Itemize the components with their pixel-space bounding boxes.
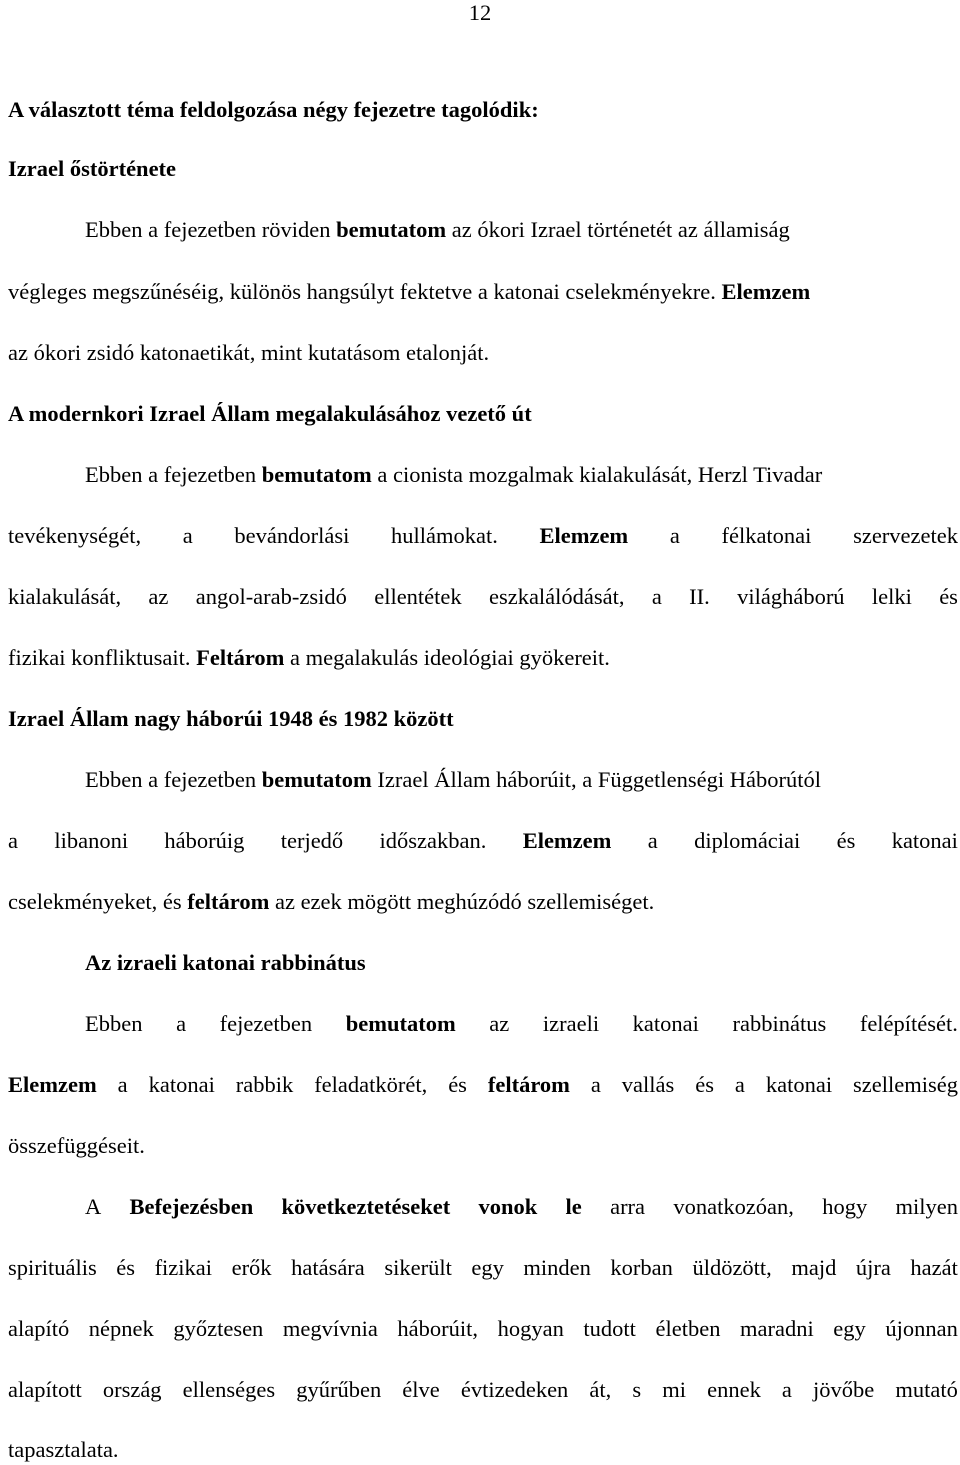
chapter3-line3-a: cselekményeket, és xyxy=(8,889,182,914)
chapter2-title: A modernkori Izrael Állam megalakulásához vezető út xyxy=(8,401,532,426)
word: katonai xyxy=(765,1072,833,1097)
chapter3-line1-c: Izrael Állam háborúit, a Függetlenségi Háborútól xyxy=(377,767,822,792)
word: Elemzem xyxy=(522,828,612,853)
word: felépítését. xyxy=(859,1011,958,1036)
word: a xyxy=(647,828,658,853)
chapter2-line1-c: a cionista mozgalmak kialakulását, Herzl Tivadar xyxy=(377,462,823,487)
chapter3-line1 xyxy=(85,766,821,794)
chapter2-line4-bold: Feltárom xyxy=(196,645,285,670)
word: a xyxy=(781,1377,792,1402)
word: fejezetben xyxy=(219,1011,313,1036)
conclusion-line1 xyxy=(85,1193,958,1221)
chapter2-line1-a: Ebben a fejezetben xyxy=(85,462,257,487)
chapter2-line4-c: a megalakulás ideológiai gyökereit. xyxy=(290,645,610,670)
chapter2-line2 xyxy=(8,522,958,550)
conclusion-line3 xyxy=(8,1315,958,1343)
word: lelki xyxy=(871,584,912,609)
word: népnek xyxy=(88,1316,154,1341)
word: vonok xyxy=(478,1194,538,1219)
word: megvívnia xyxy=(282,1316,378,1341)
word: és xyxy=(939,584,958,609)
word: át, xyxy=(589,1377,612,1402)
word: a xyxy=(182,523,193,548)
word: hullámokat. xyxy=(390,523,498,548)
chapter2-line1-bold: bemutatom xyxy=(261,462,372,487)
word: tevékenységét, xyxy=(8,523,142,548)
word: mi xyxy=(662,1377,686,1402)
word: háborúig xyxy=(164,828,245,853)
word: üldözött, xyxy=(692,1255,772,1280)
word: győztesen xyxy=(173,1316,264,1341)
word: fizikai xyxy=(154,1255,213,1280)
word: erők xyxy=(231,1255,272,1280)
word: le xyxy=(565,1194,582,1219)
chapter4-title: Az izraeli katonai rabbinátus xyxy=(85,950,366,975)
word: a xyxy=(8,828,18,853)
conclusion-line2 xyxy=(8,1254,958,1282)
word: katonai xyxy=(632,1011,699,1036)
chapter3-line3-c: az ezek mögött meghúzódó szellemiséget. xyxy=(274,889,655,914)
chapter3-line3-bold: feltárom xyxy=(187,889,270,914)
word: következtetéseket xyxy=(281,1194,451,1219)
word: a xyxy=(669,523,680,548)
chapter1-line2 xyxy=(8,278,810,306)
word: időszakban. xyxy=(379,828,487,853)
word: katonai xyxy=(148,1072,215,1097)
word: arra xyxy=(610,1194,646,1219)
word: II. xyxy=(689,584,710,609)
word: Ebben xyxy=(85,1011,143,1036)
chapter1-line3: az ókori zsidó katonaetikát, mint kutatásom etalonját. xyxy=(8,340,490,365)
word: ellentétek xyxy=(374,584,462,609)
word: terjedő xyxy=(280,828,344,853)
word: és xyxy=(448,1072,467,1097)
word: alapított xyxy=(8,1377,82,1402)
word: ennek xyxy=(707,1377,761,1402)
word: feltárom xyxy=(487,1072,570,1097)
conclusion-line4 xyxy=(8,1376,958,1404)
word: a xyxy=(651,584,662,609)
word: vonatkozóan, xyxy=(673,1194,794,1219)
word: tudott xyxy=(583,1316,636,1341)
word: mutató xyxy=(895,1377,958,1402)
chapter2-line4-a: fizikai konfliktusait. xyxy=(8,645,191,670)
chapter1-line1-a: Ebben a fejezetben röviden xyxy=(85,217,337,242)
conclusion-line5: tapasztalata. xyxy=(8,1437,119,1462)
word: a xyxy=(590,1072,601,1097)
chapter1-title: Izrael őstörténete xyxy=(8,156,177,181)
word: a xyxy=(734,1072,745,1097)
chapter4-line1 xyxy=(85,1010,958,1038)
word: szervezetek xyxy=(853,523,958,548)
word: ellenséges xyxy=(182,1377,276,1402)
word: bemutatom xyxy=(345,1011,456,1036)
word: háborúit, xyxy=(397,1316,479,1341)
word: s xyxy=(632,1377,642,1402)
chapter4-line3: összefüggéseit. xyxy=(8,1133,145,1158)
word: eszkalálódását, xyxy=(488,584,625,609)
word: az xyxy=(148,584,169,609)
word: és xyxy=(116,1255,136,1280)
word: minden xyxy=(523,1255,591,1280)
word: és xyxy=(836,828,856,853)
word: egy xyxy=(833,1316,866,1341)
chapter2-line4 xyxy=(8,644,610,672)
chapter3-line2 xyxy=(8,827,958,855)
word: libanoni xyxy=(54,828,129,853)
word: korban xyxy=(610,1255,673,1280)
chapter1-line1-c: az ókori Izrael történetét az államiság xyxy=(446,217,790,242)
word: az xyxy=(489,1011,510,1036)
word: rabbinátus xyxy=(732,1011,827,1036)
word: majd xyxy=(791,1255,837,1280)
word: élve xyxy=(402,1377,440,1402)
page-number: 12 xyxy=(468,0,492,25)
word: jövőbe xyxy=(813,1377,875,1402)
word: rabbik xyxy=(235,1072,294,1097)
word: maradni xyxy=(740,1316,814,1341)
word: félkatonai xyxy=(721,523,812,548)
word: hogy xyxy=(822,1194,868,1219)
word: milyen xyxy=(895,1194,958,1219)
word: alapító xyxy=(8,1316,70,1341)
word: spirituális xyxy=(8,1255,97,1280)
word: világháború xyxy=(737,584,845,609)
word: és xyxy=(695,1072,714,1097)
word: újra xyxy=(855,1255,891,1280)
word: évtizedeken xyxy=(460,1377,569,1402)
chapter1-line2-text: végleges megszűnéséig, különös hangsúlyt fektetve a katonai cselekményekre. xyxy=(8,279,716,304)
word: egy xyxy=(471,1255,504,1280)
word: gyűrűben xyxy=(296,1377,382,1402)
chapter1-line2-bold: Elemzem xyxy=(721,279,811,304)
chapter3-line3 xyxy=(8,888,654,916)
word: a xyxy=(117,1072,128,1097)
word: sikerült xyxy=(384,1255,452,1280)
chapter3-line1-bold: bemutatom xyxy=(261,767,372,792)
word: bevándorlási xyxy=(234,523,350,548)
word: kialakulását, xyxy=(8,584,122,609)
chapter1-line1-bold: bemutatom xyxy=(336,217,447,242)
chapter1-line1 xyxy=(85,216,790,244)
word: hatására xyxy=(291,1255,365,1280)
word: újonnan xyxy=(885,1316,958,1341)
word: a xyxy=(176,1011,187,1036)
word: Elemzem xyxy=(539,523,629,548)
chapter2-line3 xyxy=(8,583,958,611)
word: feladatkörét, xyxy=(314,1072,428,1097)
word: ország xyxy=(102,1377,162,1402)
word: diplomáciai xyxy=(694,828,801,853)
chapter3-title: Izrael Állam nagy háborúi 1948 és 1982 között xyxy=(8,706,454,731)
word: vallás xyxy=(621,1072,675,1097)
chapter3-line1-a: Ebben a fejezetben xyxy=(85,767,257,792)
word: angol-arab-zsidó xyxy=(195,584,347,609)
word: Befejezésben xyxy=(129,1194,254,1219)
intro-heading: A választott téma feldolgozása négy fejezetre tagolódik: xyxy=(8,97,539,122)
chapter4-line2 xyxy=(8,1071,958,1099)
word: Elemzem xyxy=(8,1072,97,1097)
word: szellemiség xyxy=(853,1072,958,1097)
word: hogyan xyxy=(497,1316,564,1341)
word: A xyxy=(85,1194,102,1219)
word: életben xyxy=(655,1316,721,1341)
word: katonai xyxy=(891,828,958,853)
word: hazát xyxy=(910,1255,958,1280)
chapter2-line1 xyxy=(85,461,822,489)
word: izraeli xyxy=(542,1011,600,1036)
